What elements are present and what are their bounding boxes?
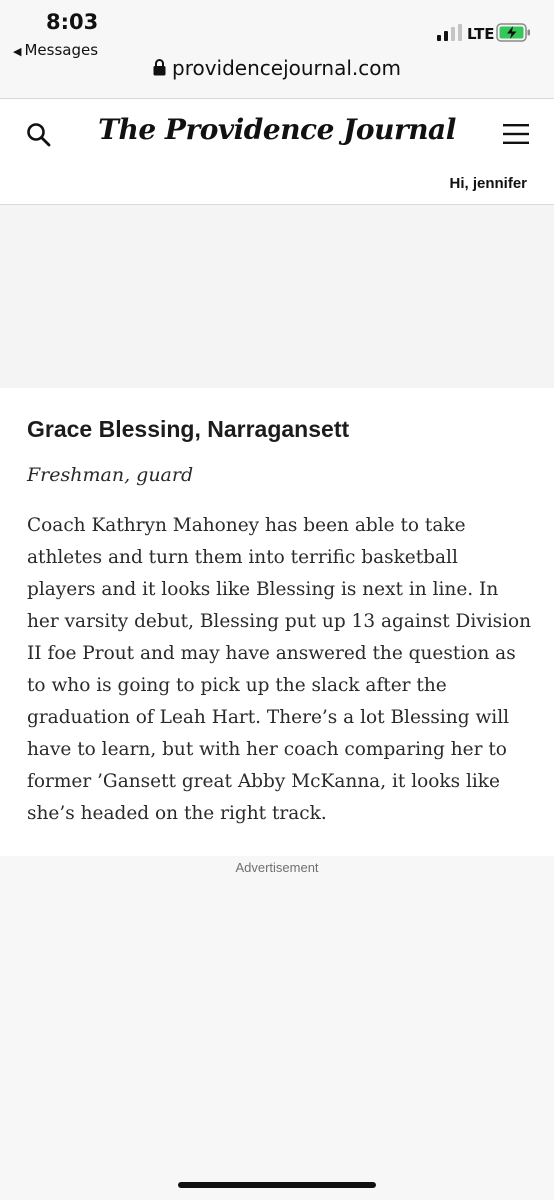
ad-slot bbox=[0, 205, 554, 388]
status-time: 8:03 bbox=[46, 10, 99, 34]
address-bar[interactable] bbox=[0, 56, 554, 80]
site-header bbox=[0, 98, 554, 205]
back-triangle-icon: ◀ bbox=[13, 45, 22, 58]
user-greeting[interactable]: Hi, jennifer bbox=[449, 175, 527, 192]
article-body: Coach Kathryn Mahoney has been able to take athletes and turn them into terrific basketball players and it looks like Blessing is next in line. In her varsity debut, Blessing put up 13 against Division II foe Prout and may have answered the question as to who is going to pick up the slack after the graduation of Leah Hart. There’s a lot Blessing will have to learn, but with her coach comparing her to former ’Gansett great Abby McKanna, it looks like she’s headed on the right track. bbox=[27, 515, 532, 824]
battery-charging-icon bbox=[496, 23, 532, 42]
hamburger-menu-icon[interactable] bbox=[503, 123, 529, 145]
article-headline: Grace Blessing, Narragansett bbox=[27, 416, 350, 442]
site-logo[interactable]: The Providence Journal bbox=[98, 113, 456, 146]
article-subhead: Freshman, guard bbox=[27, 464, 194, 486]
back-app-label: Messages bbox=[24, 41, 99, 59]
url-text: providencejournal.com bbox=[172, 56, 401, 80]
article-card bbox=[0, 388, 554, 856]
lock-icon bbox=[153, 59, 166, 76]
status-bar bbox=[0, 0, 554, 98]
signal-icon bbox=[437, 24, 463, 41]
network-type: LTE bbox=[467, 25, 495, 43]
advertisement-label: Advertisement bbox=[235, 860, 319, 875]
home-indicator[interactable] bbox=[178, 1182, 376, 1188]
